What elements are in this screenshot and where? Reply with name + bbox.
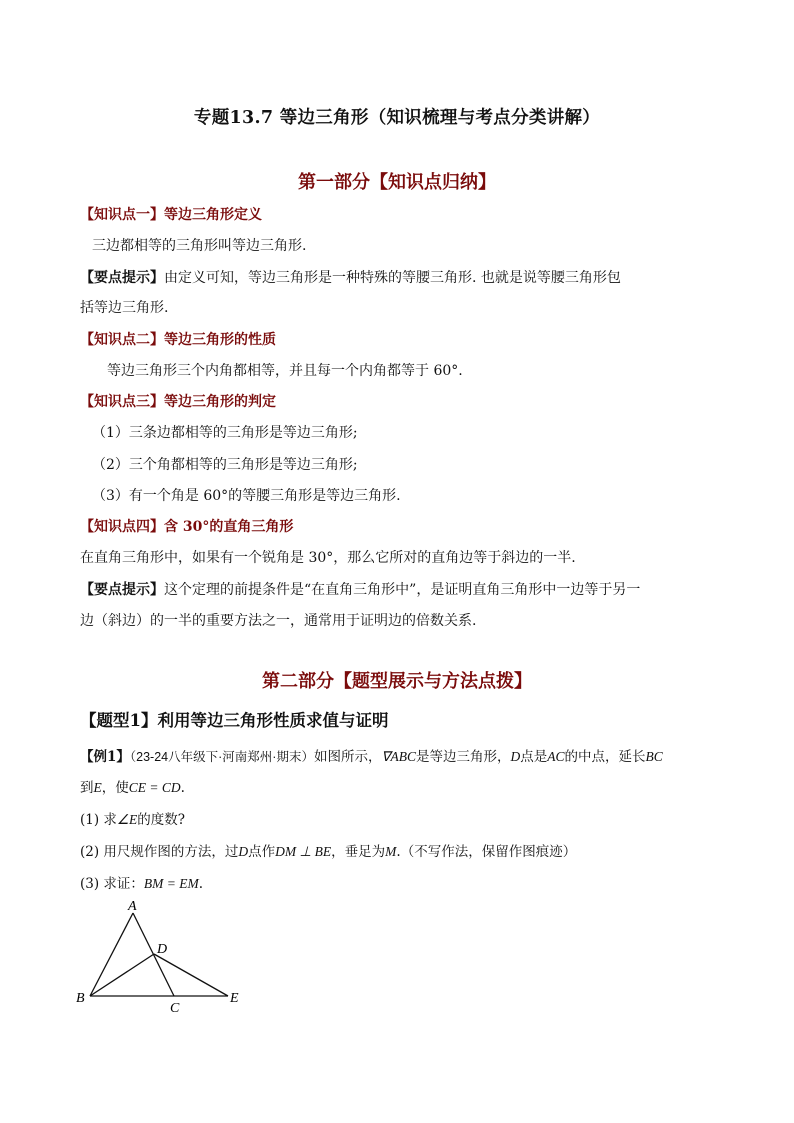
question-text: 的度数? <box>137 812 186 828</box>
question-1 <box>80 808 185 828</box>
math-bc: BC <box>645 749 663 764</box>
question-text: .（不写作法，保留作图痕迹） <box>396 844 577 860</box>
example1-source: （23-24八年级下·河南郑州·期末） <box>129 750 314 764</box>
segment-ab <box>90 913 133 996</box>
part1-heading: 第一部分【知识点归纳】 <box>298 172 496 193</box>
kp4-text: 在直角三角形中，如果有一个锐角是 30°，那么它所对的直角边等于斜边的一半. <box>80 550 576 566</box>
tip2-label: 【要点提示】 <box>80 582 164 598</box>
vertex-d-label: D <box>157 942 168 957</box>
kp4-label: 【知识点四】含 30°的直角三角形 <box>80 519 294 535</box>
question-text: ，垂足为 <box>331 844 386 860</box>
kp3-item-2: （2）三个角都相等的三角形是等边三角形; <box>92 457 358 473</box>
tip2-text1: 这个定理的前提条件是“在直角三角形中”，是证明直角三角形中一边等于另一 <box>164 582 641 598</box>
example1-text: ，使 <box>101 780 129 796</box>
question-text: (3) 求证： <box>80 876 144 892</box>
example1-text: 点是 <box>520 749 548 765</box>
example1-text: 的中点，延长 <box>564 749 646 765</box>
kp1-text: 三边都相等的三角形叫等边三角形. <box>92 238 307 254</box>
question-text: 点作 <box>248 844 276 860</box>
question-text: . <box>198 876 204 892</box>
example1-text: 是等边三角形， <box>415 749 511 765</box>
math-bm-em: BM = EM <box>143 876 199 891</box>
example1-text: 到 <box>80 780 94 796</box>
kp3-item-3: （3）有一个角是 60°的等腰三角形是等边三角形. <box>92 488 401 504</box>
vertex-c-label: C <box>170 1001 180 1016</box>
vertex-e-label: E <box>230 991 239 1006</box>
math-m: M <box>385 844 397 859</box>
kp3-item-1: （1）三条边都相等的三角形是等边三角形; <box>92 425 358 441</box>
kp3-label: 【知识点三】等边三角形的判定 <box>80 394 276 410</box>
kp2-text: 等边三角形三个内角都相等，并且每一个内角都等于 60°. <box>107 363 463 379</box>
tip2-text2: 边（斜边）的一半的重要方法之一，通常用于证明边的倍数关系. <box>80 613 477 629</box>
math-abc: ∇ABC <box>381 749 416 764</box>
example1-text: . <box>180 780 185 796</box>
vertex-b-label: B <box>76 991 85 1006</box>
tip1-label: 【要点提示】 <box>80 270 164 286</box>
math-dm-perp-be: DM ⊥ BE <box>275 844 332 859</box>
question-3 <box>80 872 203 892</box>
tip2-line1 <box>80 580 640 600</box>
kp2-heading <box>80 330 276 350</box>
question-2 <box>80 840 576 860</box>
kp1-heading <box>80 205 262 225</box>
example1-line1 <box>80 745 663 765</box>
triangle-figure <box>70 895 260 1020</box>
math-ce-cd: CE = CD <box>128 780 181 795</box>
segment-bd <box>90 954 154 996</box>
question-text: (2) 用尺规作图的方法，过 <box>80 844 239 860</box>
question-text: (1) 求 <box>80 812 117 828</box>
math-d: D <box>510 749 521 764</box>
tip1-text2: 括等边三角形. <box>80 300 169 316</box>
kp1-label: 【知识点一】等边三角形定义 <box>80 207 262 223</box>
math-ac: AC <box>547 749 565 764</box>
type1-heading: 【题型1】利用等边三角形性质求值与证明 <box>80 711 389 730</box>
vertex-a-label: A <box>128 899 137 914</box>
example1-label: 【例1】 <box>80 749 130 765</box>
math-d: D <box>238 844 249 859</box>
example1-line2 <box>80 776 185 796</box>
math-e: E <box>93 780 102 795</box>
tip1-text1: 由定义可知，等边三角形是一种特殊的等腰三角形. 也就是说等腰三角形包 <box>164 270 621 286</box>
page-title: 专题13.7 等边三角形（知识梳理与考点分类讲解） <box>193 108 601 128</box>
part2-heading: 第二部分【题型展示与方法点拨】 <box>262 671 532 692</box>
tip1-line1 <box>80 268 621 288</box>
kp3-heading <box>80 392 276 412</box>
segment-de <box>154 954 228 996</box>
example1-text: 如图所示， <box>313 749 382 765</box>
kp4-heading <box>80 517 293 537</box>
math-angle-e: ∠E <box>116 812 138 827</box>
kp2-label: 【知识点二】等边三角形的性质 <box>80 332 276 348</box>
